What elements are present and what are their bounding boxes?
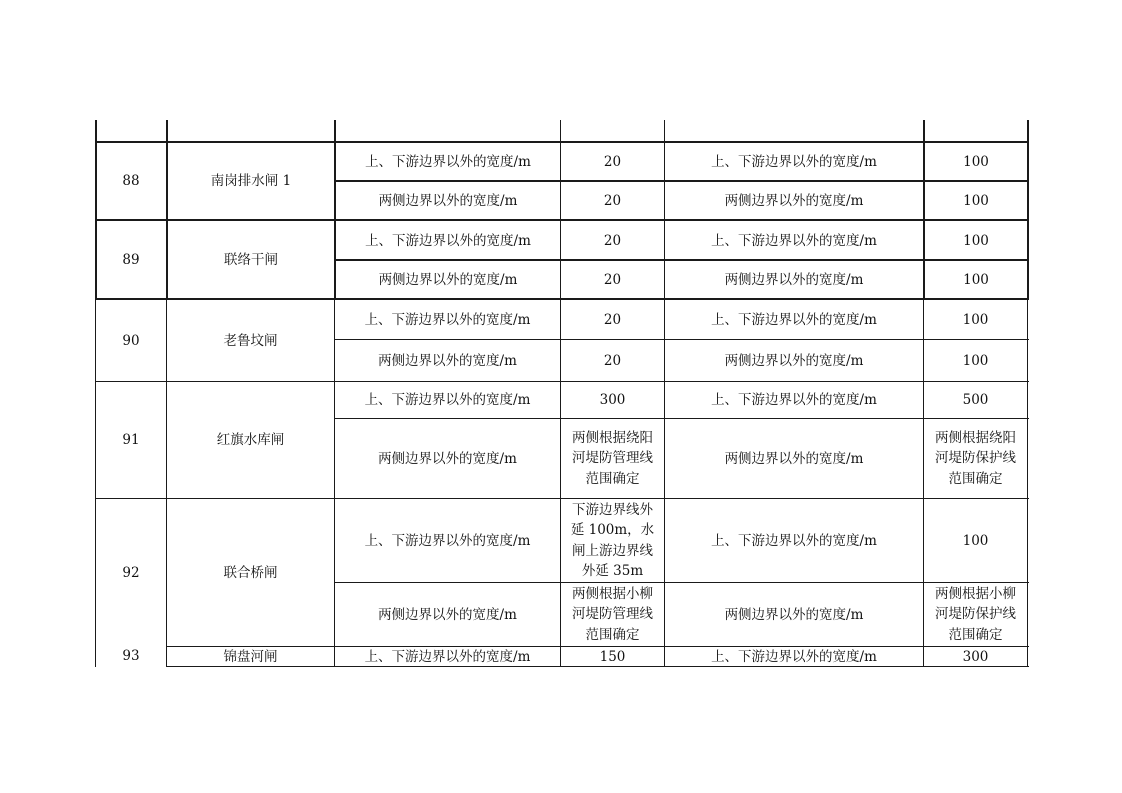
protection-range-value-cell: 300 [962,648,989,665]
protection-range-label-cell: 两侧边界以外的宽度/m [724,606,864,623]
table-border [166,120,168,142]
protection-range-label-cell: 上、下游边界以外的宽度/m [711,648,877,665]
current-range-label-cell: 上、下游边界以外的宽度/m [364,392,531,408]
current-range-value-cell: 20 [603,311,622,328]
current-range-label-cell: 两侧边界以外的宽度/m [378,352,517,369]
table-border [923,120,925,142]
table-border [560,120,561,142]
sluice-name-cell: 老鲁坟闸 [223,332,278,349]
current-range-label-cell: 上、下游边界以外的宽度/m [364,648,531,665]
protection-range-label-cell: 上、下游边界以外的宽度/m [711,392,877,408]
protection-range-value-cell: 两侧根据小柳河堤防保护线范围确定 [935,585,1016,643]
current-range-label-cell: 上、下游边界以外的宽度/m [364,532,531,549]
table-border [1027,141,1029,299]
table-border [664,120,665,142]
table-border [1027,298,1028,667]
table-border [1027,120,1029,142]
row-number-cell: 91 [122,432,140,448]
sluice-name-cell: 红旗水库闸 [216,432,285,448]
current-range-value-cell: 20 [603,232,622,249]
protection-range-label-cell: 上、下游边界以外的宽度/m [711,532,877,549]
current-range-label-cell: 上、下游边界以外的宽度/m [365,153,531,170]
row-number-cell: 90 [122,332,140,349]
row-number-cell: 93 [122,648,140,664]
protection-range-label-cell: 上、下游边界以外的宽度/m [711,232,877,249]
current-range-label-cell: 两侧边界以外的宽度/m [378,193,518,209]
sluice-name-cell: 联合桥闸 [223,564,278,581]
protection-range-value-cell: 100 [963,153,989,170]
protection-range-value-cell: 两侧根据绕阳河堤防保护线范围确定 [935,429,1016,487]
protection-range-label-cell: 上、下游边界以外的宽度/m [711,311,877,328]
current-range-value-cell: 20 [603,352,622,369]
current-range-label-cell: 两侧边界以外的宽度/m [378,606,517,623]
protection-range-label-cell: 两侧边界以外的宽度/m [724,193,864,209]
current-range-value-cell: 两侧根据绕阳河堤防管理线范围确定 [572,429,653,487]
protection-range-value-cell: 500 [962,392,989,408]
current-range-label-cell: 两侧边界以外的宽度/m [378,272,518,288]
sluice-name-cell: 锦盘河闸 [223,648,278,665]
protection-range-label-cell: 两侧边界以外的宽度/m [724,272,864,288]
protection-range-value-cell: 100 [962,352,989,369]
protection-range-value-cell: 100 [963,272,989,288]
current-range-value-cell: 20 [603,193,622,209]
protection-range-value-cell: 100 [962,532,989,549]
current-range-value-cell: 20 [603,272,622,288]
row-number-cell: 89 [122,252,140,268]
protection-range-value-cell: 100 [963,193,989,209]
sluice-name-cell: 南岗排水闸 1 [210,173,292,189]
current-range-value-cell: 下游边界线外延 100m，水闸上游边界线外延 35m [570,501,655,579]
table-border [166,666,1029,667]
protection-range-label-cell: 上、下游边界以外的宽度/m [711,153,877,170]
protection-range-value-cell: 100 [962,311,989,328]
row-number-cell: 88 [122,173,140,189]
row-number-cell: 92 [122,564,140,581]
current-range-value-cell: 两侧根据小柳河堤防管理线范围确定 [572,585,653,643]
protection-range-label-cell: 两侧边界以外的宽度/m [724,352,864,369]
table-border [95,120,97,142]
protection-range-value-cell: 100 [963,232,989,249]
current-range-value-cell: 150 [599,648,626,665]
current-range-value-cell: 300 [599,392,626,408]
current-range-label-cell: 上、下游边界以外的宽度/m [364,311,531,328]
protection-range-label-cell: 两侧边界以外的宽度/m [724,450,864,467]
current-range-label-cell: 上、下游边界以外的宽度/m [365,232,531,249]
current-range-label-cell: 两侧边界以外的宽度/m [378,450,517,467]
current-range-value-cell: 20 [603,153,622,170]
sluice-name-cell: 联络干闸 [224,252,278,268]
table-border [334,120,336,142]
